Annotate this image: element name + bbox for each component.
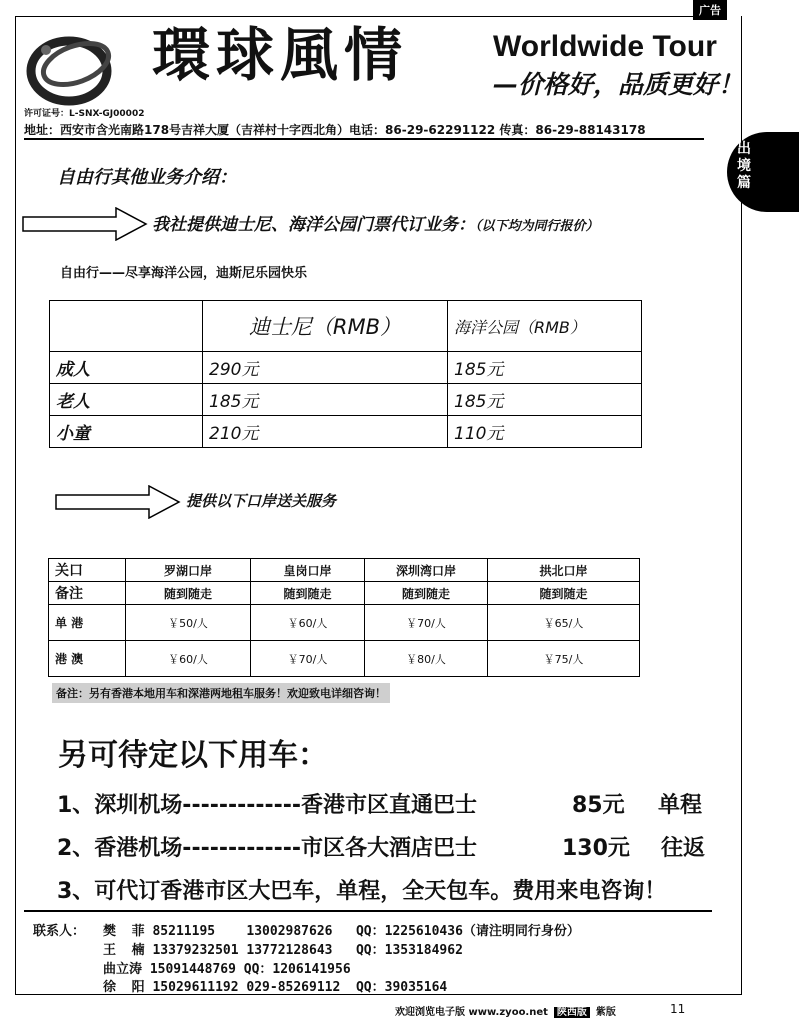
ticket-service-note: （以下均为同行报价） <box>475 219 599 234</box>
table-cell: 185元 <box>203 384 448 416</box>
arrow-right-icon <box>55 485 181 519</box>
table-header-cell: 迪士尼（RMB） <box>203 301 448 352</box>
table-cell: 210元 <box>203 416 448 448</box>
globe-logo-icon <box>24 36 122 106</box>
ticket-service-line <box>152 210 599 235</box>
table-row <box>49 582 640 605</box>
ticket-service-text: 我社提供迪士尼、海洋公园门票代订业务： <box>152 215 475 235</box>
table-row <box>49 605 640 641</box>
table-header-row <box>50 301 642 352</box>
table-cell: 随到随走 <box>251 582 365 605</box>
table-header-cell <box>50 301 203 352</box>
table-cell: ￥75/人 <box>488 641 640 677</box>
table-cell: ￥80/人 <box>365 641 488 677</box>
arrow-right-icon <box>22 207 148 241</box>
contact-line: 徐 阳 15029611192 029-85269112 QQ：39035164 <box>103 980 448 995</box>
table-cell: 185元 <box>448 352 642 384</box>
brand-slogan: —价格好，品质更好！ <box>493 70 744 99</box>
table-cell: 备注 <box>49 582 126 605</box>
table-header-cell: 罗湖口岸 <box>126 559 251 582</box>
table-cell: 单 港 <box>49 605 126 641</box>
car-item: 2、香港机场-------------市区各大酒店巴士 <box>57 836 478 861</box>
table-cell: ￥60/人 <box>251 605 365 641</box>
table-header-cell: 深圳湾口岸 <box>365 559 488 582</box>
table-row <box>49 641 640 677</box>
car-unit: 往返 <box>661 836 706 861</box>
border-note: 备注：另有香港本地用车和深港两地租车服务！欢迎致电详细咨询！ <box>52 683 390 703</box>
table-cell: ￥65/人 <box>488 605 640 641</box>
table-cell: ￥70/人 <box>365 605 488 641</box>
table-header-cell: 海洋公园（RMB） <box>448 301 642 352</box>
car-item: 3、可代订香港市区大巴车，单程，全天包车。费用来电咨询！ <box>57 879 667 904</box>
table-cell: 185元 <box>448 384 642 416</box>
header-divider <box>24 138 704 140</box>
car-section-title: 另可待定以下用车： <box>58 738 328 773</box>
contact-divider <box>24 910 712 912</box>
table-cell: 港 澳 <box>49 641 126 677</box>
footer-text: 欢迎浏览电子版 www.zyoo.net <box>395 1007 548 1018</box>
table-cell: 成人 <box>50 352 203 384</box>
car-item: 1、深圳机场-------------香港市区直通巴士 <box>57 793 478 818</box>
table-cell: ￥70/人 <box>251 641 365 677</box>
section-subhead: 自由行——尽享海洋公园，迪斯尼乐园快乐 <box>60 266 308 281</box>
table-cell: 随到随走 <box>126 582 251 605</box>
car-price: 85元 <box>572 793 625 818</box>
table-cell: 老人 <box>50 384 203 416</box>
border-service-title: 提供以下口岸送关服务 <box>186 492 337 510</box>
contact-line: 王 楠 13379232501 13772128643 QQ：1353184962 <box>103 943 463 958</box>
footer-badge: 陕西版 <box>554 1007 590 1018</box>
license-number: 许可证号：L-SNX-GJ00002 <box>24 109 145 119</box>
address-line: 地址：西安市含光南路178号吉祥大厦（吉祥村十字西北角）电话：86-29-62291122 传真：86-29-88143178 <box>24 123 646 137</box>
brand-title: 環球風情 <box>152 21 409 89</box>
table-header-cell: 皇岗口岸 <box>251 559 365 582</box>
brand-english: Worldwide Tour <box>493 30 717 63</box>
contact-line: 曲立涛 15091448769 QQ：1206141956 <box>103 962 351 977</box>
table-header-cell: 拱北口岸 <box>488 559 640 582</box>
section-title: 自由行其他业务介绍： <box>57 167 237 188</box>
contact-label: 联系人： <box>33 924 86 939</box>
ticket-price-table <box>49 300 642 448</box>
car-price: 130元 <box>562 836 630 861</box>
table-cell: 110元 <box>448 416 642 448</box>
footer-edition: 紫版 <box>595 1007 616 1018</box>
table-cell: ￥60/人 <box>126 641 251 677</box>
page-number: 11 <box>670 1002 686 1016</box>
ad-tag: 广告 <box>693 0 727 20</box>
table-cell: 随到随走 <box>365 582 488 605</box>
table-header-row <box>49 559 640 582</box>
table-row <box>50 352 642 384</box>
contact-line: 樊 菲 85211195 13002987626 QQ：1225610436（请注明同行身份） <box>103 924 580 939</box>
table-cell: 随到随走 <box>488 582 640 605</box>
footer <box>395 1003 616 1018</box>
table-header-cell: 关口 <box>49 559 126 582</box>
table-cell: ￥50/人 <box>126 605 251 641</box>
border-price-table <box>48 558 640 677</box>
table-cell: 290元 <box>203 352 448 384</box>
side-tab-label: 出境篇 <box>737 141 751 191</box>
car-unit: 单程 <box>658 793 703 818</box>
table-row <box>50 384 642 416</box>
table-row <box>50 416 642 448</box>
table-cell: 小童 <box>50 416 203 448</box>
